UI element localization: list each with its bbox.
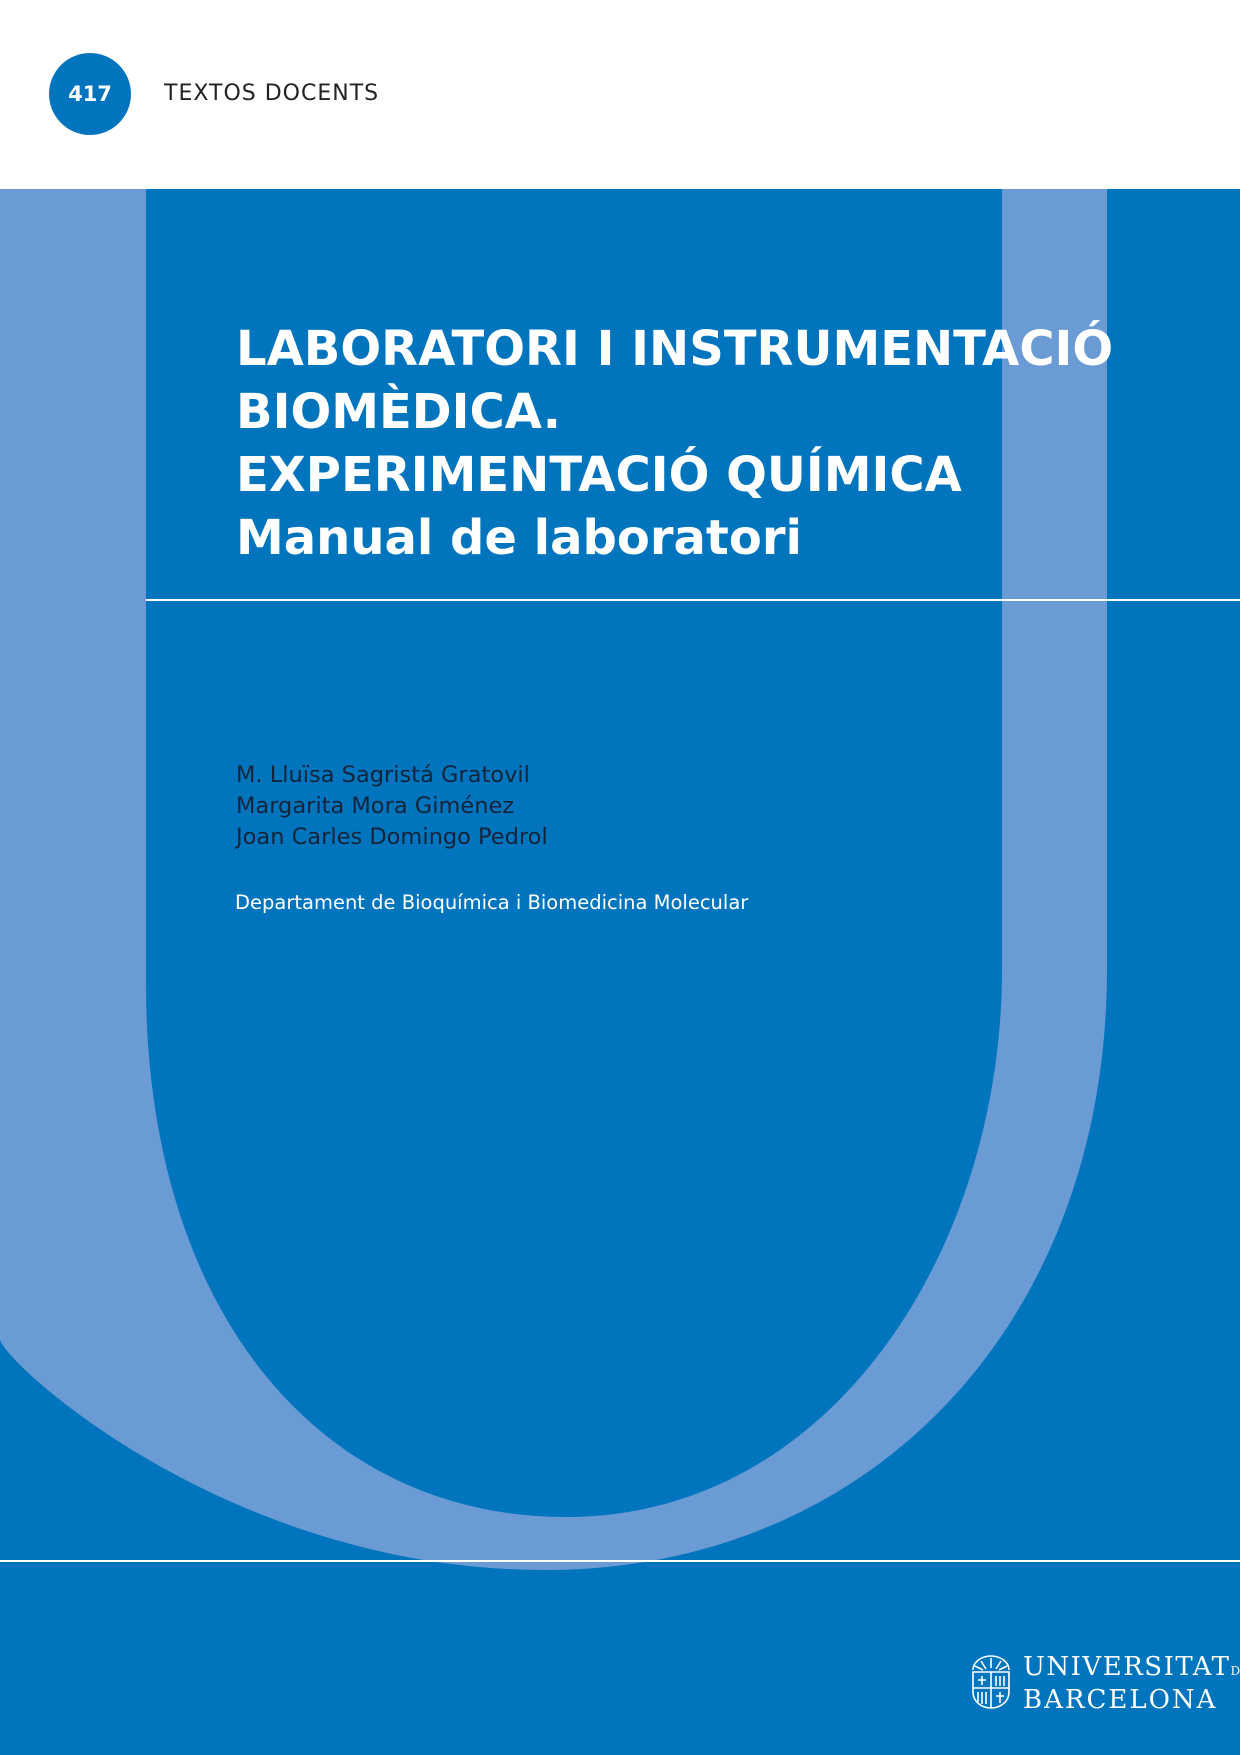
- publisher-logo: [969, 1652, 1249, 1715]
- university-seal-icon: [969, 1654, 1013, 1710]
- book-title: [236, 318, 1136, 570]
- publisher-name-de: DE: [1230, 1664, 1249, 1678]
- series-name: TEXTOS DOCENTS: [164, 81, 380, 106]
- subtitle: Manual de laboratori: [236, 510, 802, 566]
- publisher-name-line1: UNIVERSITAT: [1023, 1652, 1231, 1682]
- publisher-name-line2: BARCELONA: [1023, 1685, 1218, 1715]
- title-line: EXPERIMENTACIÓ QUÍMICA: [236, 447, 962, 503]
- header-band: [0, 0, 1240, 189]
- author-name: Joan Carles Domingo Pedrol: [236, 824, 548, 850]
- title-line: LABORATORI I INSTRUMENTACIÓ: [236, 321, 1114, 377]
- author-name: Margarita Mora Giménez: [236, 793, 515, 819]
- author-list: [236, 760, 548, 853]
- publisher-name: [1023, 1652, 1249, 1714]
- author-name: M. Lluïsa Sagristá Gratovil: [236, 762, 530, 788]
- title-line: BIOMÈDICA.: [236, 384, 562, 440]
- department-name: Departament de Bioquímica i Biomedicina Molecular: [235, 891, 749, 914]
- series-number-badge: 417: [49, 53, 131, 135]
